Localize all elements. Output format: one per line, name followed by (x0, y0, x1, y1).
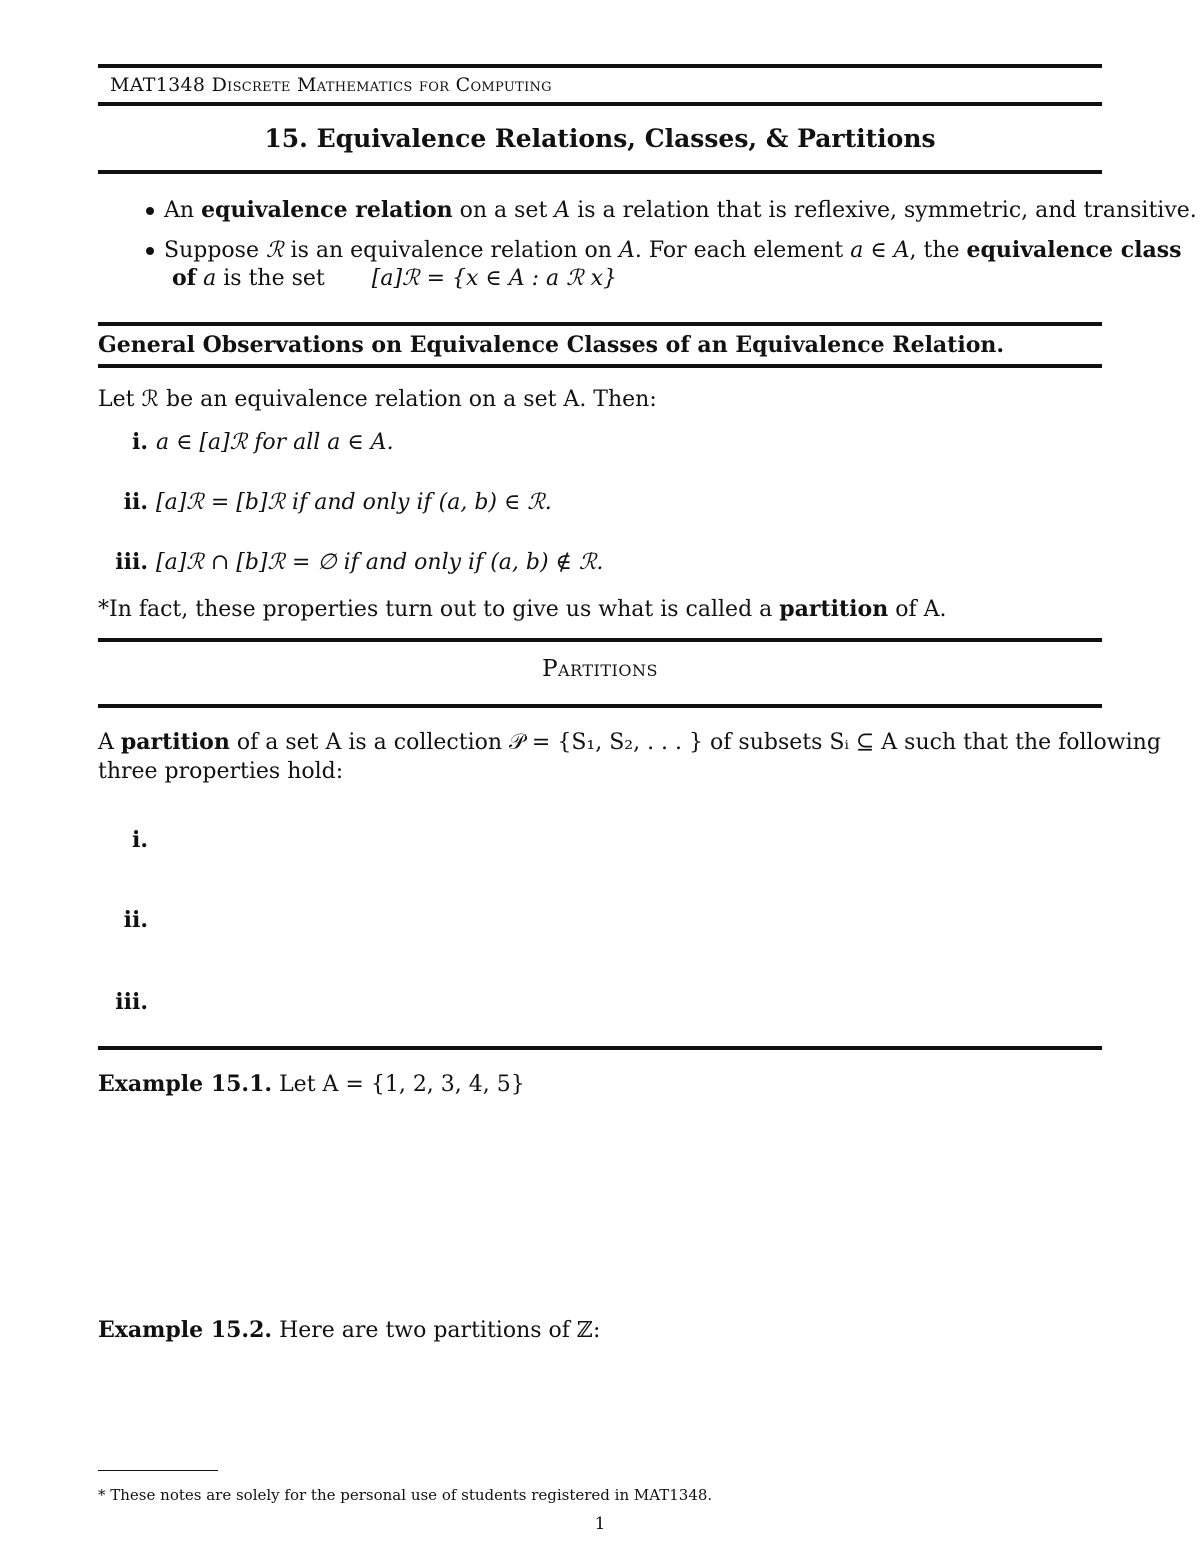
term-equivalence-class: equivalence class (966, 237, 1182, 263)
top-rule (98, 64, 1102, 68)
observation-item: ii. [a]ℛ = [b]ℛ if and only if (a, b) ∈ ℛ. (123, 489, 552, 515)
page-number: 1 (594, 1514, 606, 1534)
observations-intro: Let ℛ be an equivalence relation on a set A. Then: (98, 387, 657, 412)
observation-item: iii. [a]ℛ ∩ [b]ℛ = ∅ if and only if (a, b) ∉ ℛ. (115, 549, 604, 575)
partition-definition: A partition of a set A is a collection 𝒫 = {S₁, S₂, . . . } of subsets Sᵢ ⊆ A such that the following (98, 729, 1161, 755)
partitions-heading: Partitions (542, 656, 658, 682)
partition-property-blank: ii. (123, 907, 148, 933)
observations-bottom-rule (98, 364, 1102, 368)
example-15-2: Example 15.2. Here are two partitions of ℤ: (98, 1317, 601, 1343)
partition-note: *In fact, these properties turn out to give us what is called a partition of A. (98, 596, 947, 622)
course-header: MAT1348 Discrete Mathematics for Computing (110, 74, 552, 96)
partition-property-blank: iii. (115, 989, 148, 1015)
partition-property-blank: i. (131, 827, 148, 853)
term-equivalence-relation: equivalence relation (201, 197, 453, 223)
bullet-icon (146, 247, 154, 255)
partitions-bottom-rule (98, 704, 1102, 708)
examples-rule (98, 1046, 1102, 1050)
bullet-icon (146, 207, 154, 215)
observations-top-rule (98, 322, 1102, 326)
partition-definition-line2: three properties hold: (98, 759, 344, 784)
definition-bullet-1: An equivalence relation on a set A is a relation that is reflexive, symmetric, and transitive. (146, 196, 1197, 225)
definition-bullet-2-line2: of a is the set [a]ℛ = {x ∈ A : a ℛ x} (172, 265, 618, 291)
observations-heading: General Observations on Equivalence Classes of an Equivalence Relation. (98, 332, 1005, 358)
equivalence-class-formula: [a]ℛ = {x ∈ A : a ℛ x} (371, 266, 618, 291)
title-rule (98, 170, 1102, 174)
footnote: * These notes are solely for the personal use of students registered in MAT1348. (98, 1486, 713, 1504)
partitions-top-rule (98, 638, 1102, 642)
term-partition: partition (120, 729, 230, 755)
observation-item: i. a ∈ [a]ℛ for all a ∈ A. (131, 429, 394, 455)
page-title: 15. Equivalence Relations, Classes, & Partitions (264, 124, 936, 153)
definition-bullet-2: Suppose ℛ is an equivalence relation on A. For each element a ∈ A, the equivalence class (146, 236, 1181, 265)
header-rule (98, 102, 1102, 106)
footnote-rule (98, 1470, 218, 1471)
example-15-1: Example 15.1. Let A = {1, 2, 3, 4, 5} (98, 1071, 525, 1097)
